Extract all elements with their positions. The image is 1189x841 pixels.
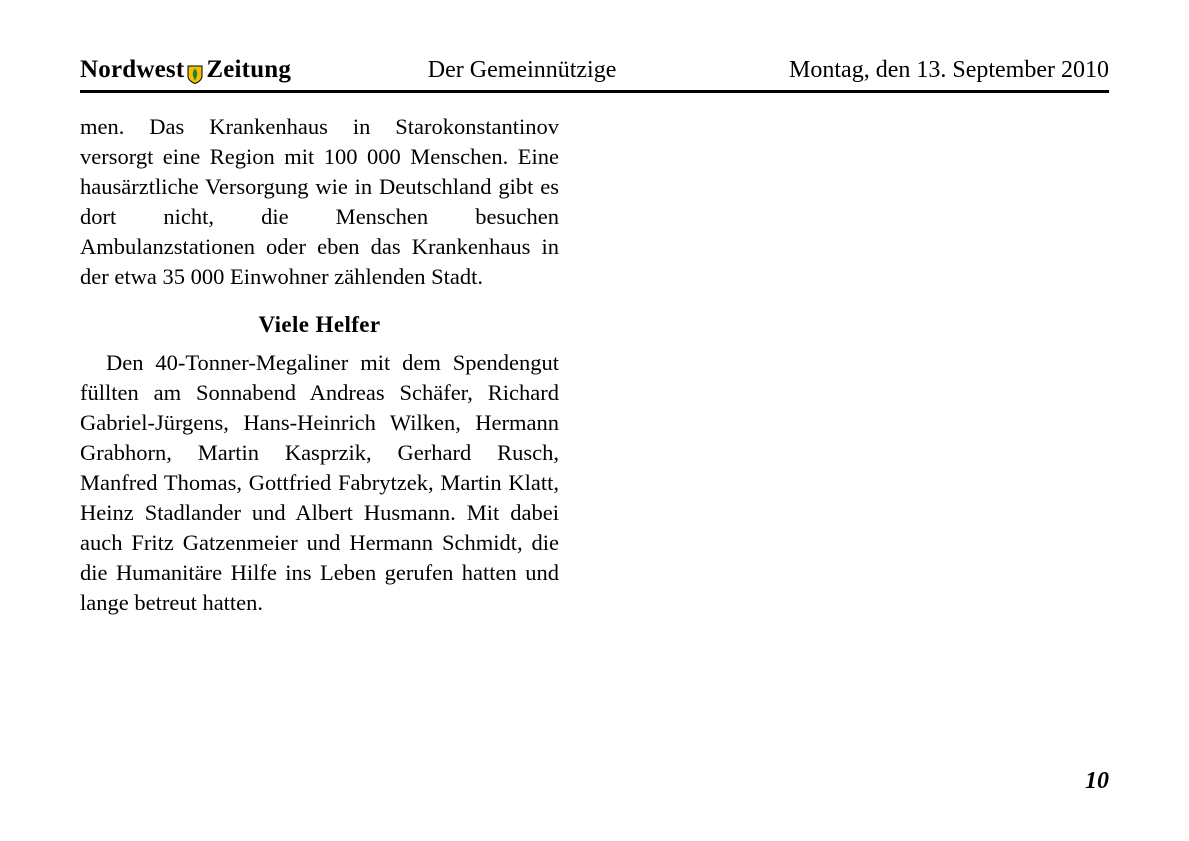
brand-name-first: Nordwest bbox=[80, 56, 185, 83]
header-divider bbox=[80, 90, 1109, 93]
issue-date: Montag, den 13. September 2010 bbox=[789, 57, 1109, 83]
section-title: Der Gemeinnützige bbox=[427, 57, 617, 83]
masthead bbox=[80, 56, 1109, 90]
article-column bbox=[80, 112, 559, 618]
brand-name-second: Zeitung bbox=[206, 56, 292, 83]
page-number: 10 bbox=[1085, 768, 1109, 794]
article-subheading: Viele Helfer bbox=[258, 312, 381, 337]
article-paragraph-helpers: Den 40-Tonner-Megaliner mit dem Spendengut füllten am Sonnabend Andreas Schäfer, Richard Gabriel-Jürgens, Hans-Heinrich Wilken, Hermann Grabhorn, Martin Kasprzik, Gerhard Rusch, Manfred Thomas, Gottfried Fabrytzek, Martin Klatt, Heinz Stadlander und Albert Husmann. Mit dabei auch Fritz Gatzenmeier und Hermann Schmidt, die die Humanitäre Hilfe ins Leben gerufen hatten und lange betreut hatten. bbox=[80, 350, 559, 615]
article-paragraph-continued: men. Das Krankenhaus in Starokonstantinov versorgt eine Region mit 100 000 Menschen. Eine hausärztliche Versorgung wie in Deutschland gibt es dort nicht, die Menschen besuchen Ambulanzstationen oder eben das Krankenhaus in der etwa 35 000 Einwohner zählenden Stadt. bbox=[80, 114, 559, 289]
coat-of-arms-icon bbox=[187, 63, 203, 82]
publication-logo bbox=[80, 56, 291, 84]
